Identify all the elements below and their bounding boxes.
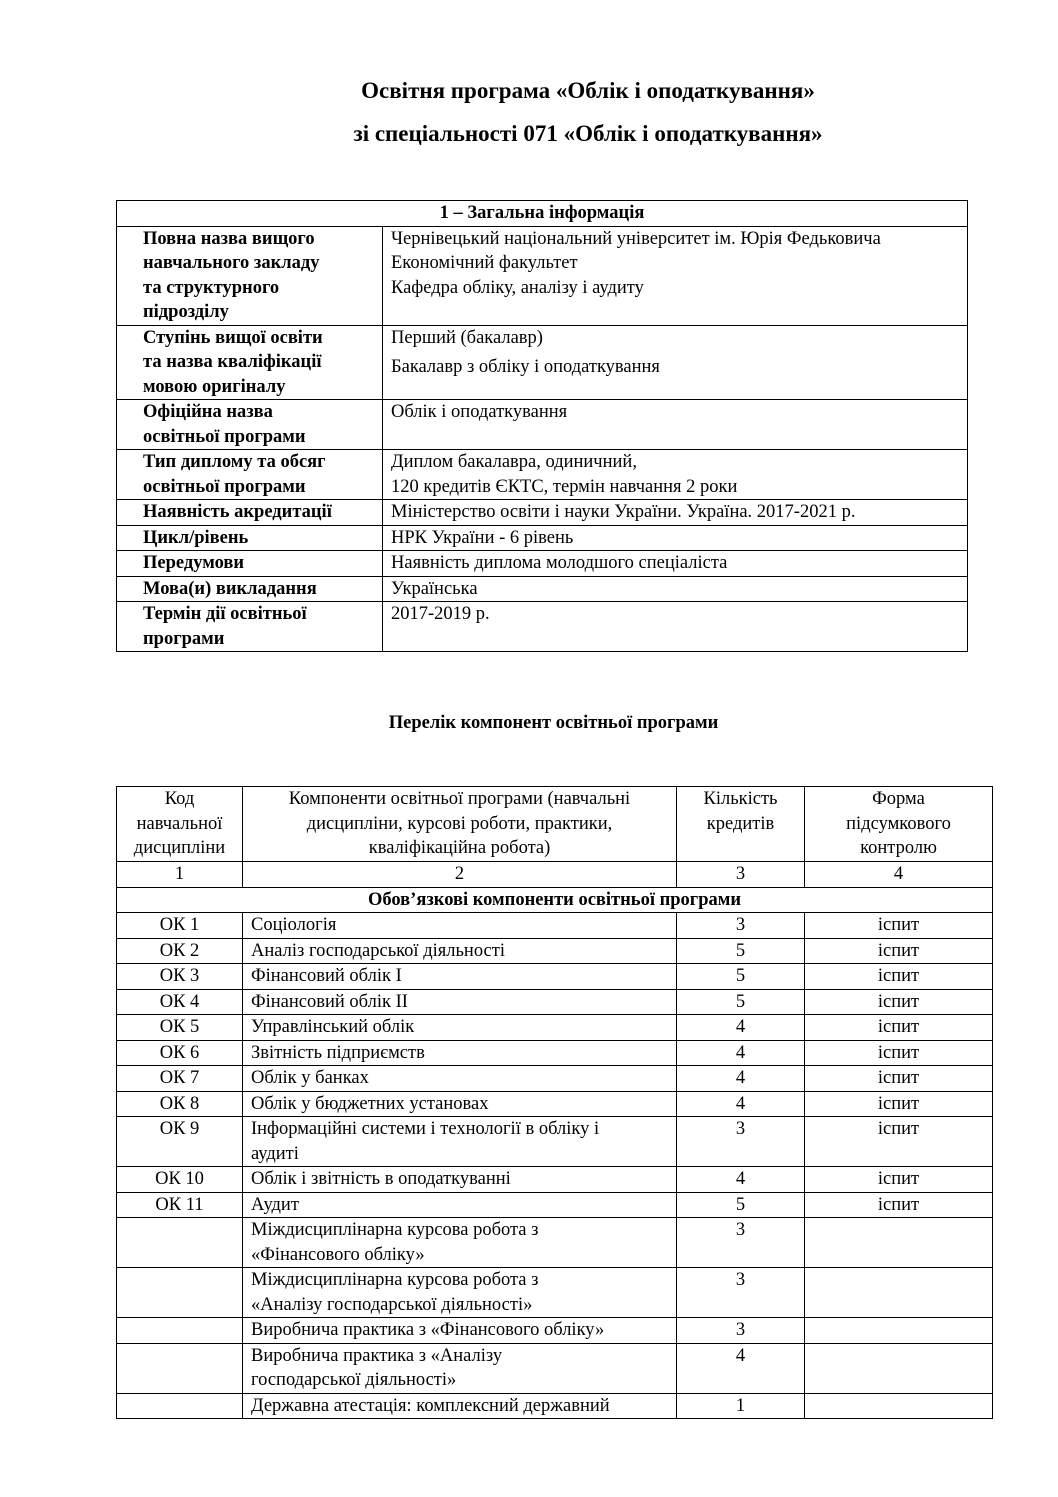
general-info-value-line: Українська xyxy=(391,578,478,599)
general-info-row xyxy=(117,602,968,652)
general-info-header: 1 – Загальна інформація xyxy=(117,201,968,227)
component-control: іспит xyxy=(805,913,993,939)
component-credits: 5 xyxy=(677,938,805,964)
general-info-row xyxy=(117,551,968,577)
component-name xyxy=(243,1192,677,1218)
component-name-line: господарської діяльності» xyxy=(251,1370,457,1390)
component-row xyxy=(117,1268,993,1318)
component-code: ОК 5 xyxy=(117,1015,243,1041)
component-credits: 4 xyxy=(677,1040,805,1066)
component-credits: 5 xyxy=(677,989,805,1015)
component-row xyxy=(117,1066,993,1092)
component-code: ОК 11 xyxy=(117,1192,243,1218)
general-info-label xyxy=(117,602,383,652)
header-code-line: дисципліни xyxy=(133,838,226,858)
component-name xyxy=(243,913,677,939)
components-header-row xyxy=(117,787,993,862)
header-component-line: Компоненти освітньої програми (навчальні xyxy=(288,789,631,809)
general-info-header-row xyxy=(117,201,968,227)
header-credits xyxy=(677,787,805,862)
section-title: Обов’язкові компоненти освітньої програми xyxy=(117,887,993,913)
general-info-value-line: Перший (бакалавр) xyxy=(391,327,543,348)
general-info-value-line: НРК України - 6 рівень xyxy=(391,527,574,548)
component-row xyxy=(117,1117,993,1167)
general-info-label xyxy=(117,325,383,400)
column-number: 4 xyxy=(805,862,993,888)
general-info-label-line: Термін дії освітньої xyxy=(143,604,307,624)
header-component-line: дисципліни, курсові роботи, практики, xyxy=(306,813,613,834)
component-row xyxy=(117,1343,993,1393)
component-credits: 4 xyxy=(677,1015,805,1041)
general-info-row xyxy=(117,450,968,500)
component-code: ОК 2 xyxy=(117,938,243,964)
header-code-line: Код xyxy=(164,789,195,809)
column-number: 2 xyxy=(243,862,677,888)
component-control: іспит xyxy=(805,1167,993,1193)
general-info-value-line: Диплом бакалавра, одиничний, xyxy=(391,452,637,472)
component-credits: 3 xyxy=(677,1318,805,1344)
general-info-row xyxy=(117,325,968,400)
component-code xyxy=(117,1218,243,1268)
general-info-label-line: Мова(и) викладання xyxy=(143,578,317,599)
component-name-line: Виробнича практика з «Аналізу xyxy=(251,1345,503,1366)
component-name-line: Інформаційні системи і технології в обліку і xyxy=(251,1119,600,1139)
component-row xyxy=(117,938,993,964)
component-code: ОК 6 xyxy=(117,1040,243,1066)
general-info-label-line: Наявність акредитації xyxy=(143,502,332,522)
header-control-line: контролю xyxy=(860,838,937,858)
general-info-label xyxy=(117,551,383,577)
component-control: іспит xyxy=(805,1091,993,1117)
header-control xyxy=(805,787,993,862)
component-credits: 4 xyxy=(677,1091,805,1117)
component-credits: 3 xyxy=(677,913,805,939)
component-name xyxy=(243,989,677,1015)
general-info-value xyxy=(383,500,968,526)
component-name-line: Облік у банках xyxy=(251,1068,369,1088)
header-control-line: підсумкового xyxy=(846,813,951,834)
general-info-value-line: Економічний факультет xyxy=(391,253,578,273)
component-code: ОК 10 xyxy=(117,1167,243,1193)
component-row xyxy=(117,1015,993,1041)
component-name xyxy=(243,1343,677,1393)
component-credits: 1 xyxy=(677,1393,805,1419)
general-info-row xyxy=(117,400,968,450)
general-info-value-line: Міністерство освіти і науки України. Україна. 2017-2021 р. xyxy=(391,502,856,522)
component-name-line: Аудит xyxy=(251,1194,299,1215)
general-info-value xyxy=(383,325,968,400)
general-info-value-line: Наявність диплома молодшого спеціаліста xyxy=(391,553,728,573)
component-control: іспит xyxy=(805,1066,993,1092)
component-row xyxy=(117,964,993,990)
general-info-value xyxy=(383,525,968,551)
component-row xyxy=(117,989,993,1015)
component-name-line: Фінансовий облік ІІ xyxy=(251,991,408,1012)
general-info-row xyxy=(117,576,968,602)
component-name-line: «Аналізу господарської діяльності» xyxy=(251,1294,533,1315)
component-control xyxy=(805,1393,993,1419)
component-credits: 5 xyxy=(677,964,805,990)
component-control: іспит xyxy=(805,989,993,1015)
component-name-line: Облік і звітність в оподаткуванні xyxy=(251,1169,511,1189)
general-info-label xyxy=(117,400,383,450)
general-info-row xyxy=(117,226,968,325)
general-info-label-line: програми xyxy=(143,628,225,649)
component-name-line: аудиті xyxy=(251,1143,299,1164)
component-control xyxy=(805,1343,993,1393)
component-code xyxy=(117,1393,243,1419)
component-name xyxy=(243,1318,677,1344)
components-list-title: Перелік компонент освітньої програми xyxy=(388,713,719,733)
general-info-value-line: Облік і оподаткування xyxy=(391,402,568,422)
component-name xyxy=(243,1066,677,1092)
component-name xyxy=(243,1268,677,1318)
column-number: 1 xyxy=(117,862,243,888)
general-info-label-line: мовою оригіналу xyxy=(143,376,286,397)
component-row xyxy=(117,1218,993,1268)
component-name-line: Міждисциплінарна курсова робота з xyxy=(251,1220,539,1240)
component-name xyxy=(243,1218,677,1268)
general-info-label-line: Ступінь вищої освіти xyxy=(143,327,323,348)
component-credits: 4 xyxy=(677,1343,805,1393)
component-credits: 3 xyxy=(677,1218,805,1268)
header-control-line: Форма xyxy=(872,789,925,809)
general-info-label xyxy=(117,450,383,500)
component-row xyxy=(117,1192,993,1218)
header-code-line: навчальної xyxy=(136,813,223,834)
general-info-label-line: підрозділу xyxy=(143,302,229,322)
component-name-line: Аналіз господарської діяльності xyxy=(251,940,505,961)
column-numbers-row xyxy=(117,862,993,888)
component-control xyxy=(805,1318,993,1344)
component-row xyxy=(117,1167,993,1193)
general-info-value-line: 120 кредитів ЄКТС, термін навчання 2 роки xyxy=(391,476,738,497)
general-info-value xyxy=(383,226,968,325)
general-info-value-line: Кафедра обліку, аналізу і аудиту xyxy=(391,277,644,298)
header-component-line: кваліфікаційна робота) xyxy=(368,838,551,858)
component-row xyxy=(117,913,993,939)
component-credits: 4 xyxy=(677,1167,805,1193)
component-control: іспит xyxy=(805,1040,993,1066)
component-name xyxy=(243,938,677,964)
component-name-line: Управлінський облік xyxy=(251,1017,415,1037)
component-name xyxy=(243,1167,677,1193)
general-info-label xyxy=(117,525,383,551)
component-credits: 3 xyxy=(677,1268,805,1318)
general-info-value xyxy=(383,450,968,500)
header-code xyxy=(117,787,243,862)
document-subtitle: зі спеціальності 071 «Облік і оподаткування» xyxy=(353,121,823,146)
header-credits-line: Кількість xyxy=(703,789,778,809)
components-table xyxy=(116,786,993,1419)
column-number: 3 xyxy=(677,862,805,888)
general-info-label-line: освітньої програми xyxy=(143,476,306,497)
component-name xyxy=(243,1015,677,1041)
component-name-line: Соціологія xyxy=(251,915,337,935)
component-control: іспит xyxy=(805,938,993,964)
component-name xyxy=(243,1091,677,1117)
component-row xyxy=(117,1393,993,1419)
component-name-line: Виробнича практика з «Фінансового обліку» xyxy=(251,1320,605,1340)
general-info-row xyxy=(117,525,968,551)
general-info-label xyxy=(117,576,383,602)
general-info-value-line: Бакалавр з обліку і оподаткування xyxy=(391,357,660,377)
general-info-value-line: 2017-2019 р. xyxy=(391,604,490,624)
general-info-label-line: та назва кваліфікації xyxy=(143,352,322,372)
component-name-line: Міждисциплінарна курсова робота з xyxy=(251,1270,539,1290)
component-code: ОК 4 xyxy=(117,989,243,1015)
general-info-value xyxy=(383,576,968,602)
document-title: Освітня програма «Облік і оподаткування» xyxy=(361,78,815,103)
component-name-line: «Фінансового обліку» xyxy=(251,1244,425,1265)
component-credits: 4 xyxy=(677,1066,805,1092)
general-info-label-line: Офіційна назва xyxy=(143,402,273,422)
component-row xyxy=(117,1318,993,1344)
component-credits: 3 xyxy=(677,1117,805,1167)
header-credits-line: кредитів xyxy=(706,813,775,834)
component-code: ОК 1 xyxy=(117,913,243,939)
general-info-label-line: Цикл/рівень xyxy=(143,527,249,548)
component-name xyxy=(243,1040,677,1066)
component-name xyxy=(243,964,677,990)
general-info-label-line: Повна назва вищого xyxy=(143,228,315,249)
component-code: ОК 7 xyxy=(117,1066,243,1092)
component-name xyxy=(243,1117,677,1167)
component-control: іспит xyxy=(805,1192,993,1218)
general-info-value-line: Чернівецький національний університет ім. Юрія Федьковича xyxy=(391,228,881,249)
general-info-label-line: та структурного xyxy=(143,277,280,298)
general-info-label xyxy=(117,226,383,325)
component-code xyxy=(117,1318,243,1344)
general-info-value xyxy=(383,400,968,450)
component-credits: 5 xyxy=(677,1192,805,1218)
component-row xyxy=(117,1040,993,1066)
general-info-label xyxy=(117,500,383,526)
component-control: іспит xyxy=(805,1117,993,1167)
general-info-label-line: Тип диплому та обсяг xyxy=(143,452,326,472)
component-control: іспит xyxy=(805,1015,993,1041)
component-code xyxy=(117,1343,243,1393)
general-info-table xyxy=(116,200,968,652)
component-code: ОК 8 xyxy=(117,1091,243,1117)
general-info-label-line: навчального закладу xyxy=(143,253,320,273)
general-info-label-line: освітньої програми xyxy=(143,426,306,447)
general-info-value xyxy=(383,551,968,577)
component-code xyxy=(117,1268,243,1318)
component-name-line: Облік у бюджетних установах xyxy=(251,1093,489,1114)
component-name-line: Звітність підприємств xyxy=(251,1042,425,1063)
component-row xyxy=(117,1091,993,1117)
general-info-label-line: Передумови xyxy=(143,553,245,573)
component-name-line: Фінансовий облік І xyxy=(251,966,402,986)
component-name-line: Державна атестація: комплексний державний xyxy=(251,1395,610,1416)
component-control xyxy=(805,1218,993,1268)
header-component xyxy=(243,787,677,862)
component-control xyxy=(805,1268,993,1318)
general-info-value xyxy=(383,602,968,652)
component-control: іспит xyxy=(805,964,993,990)
general-info-row xyxy=(117,500,968,526)
component-name xyxy=(243,1393,677,1419)
component-code: ОК 3 xyxy=(117,964,243,990)
section-row xyxy=(117,887,993,913)
component-code: ОК 9 xyxy=(117,1117,243,1167)
